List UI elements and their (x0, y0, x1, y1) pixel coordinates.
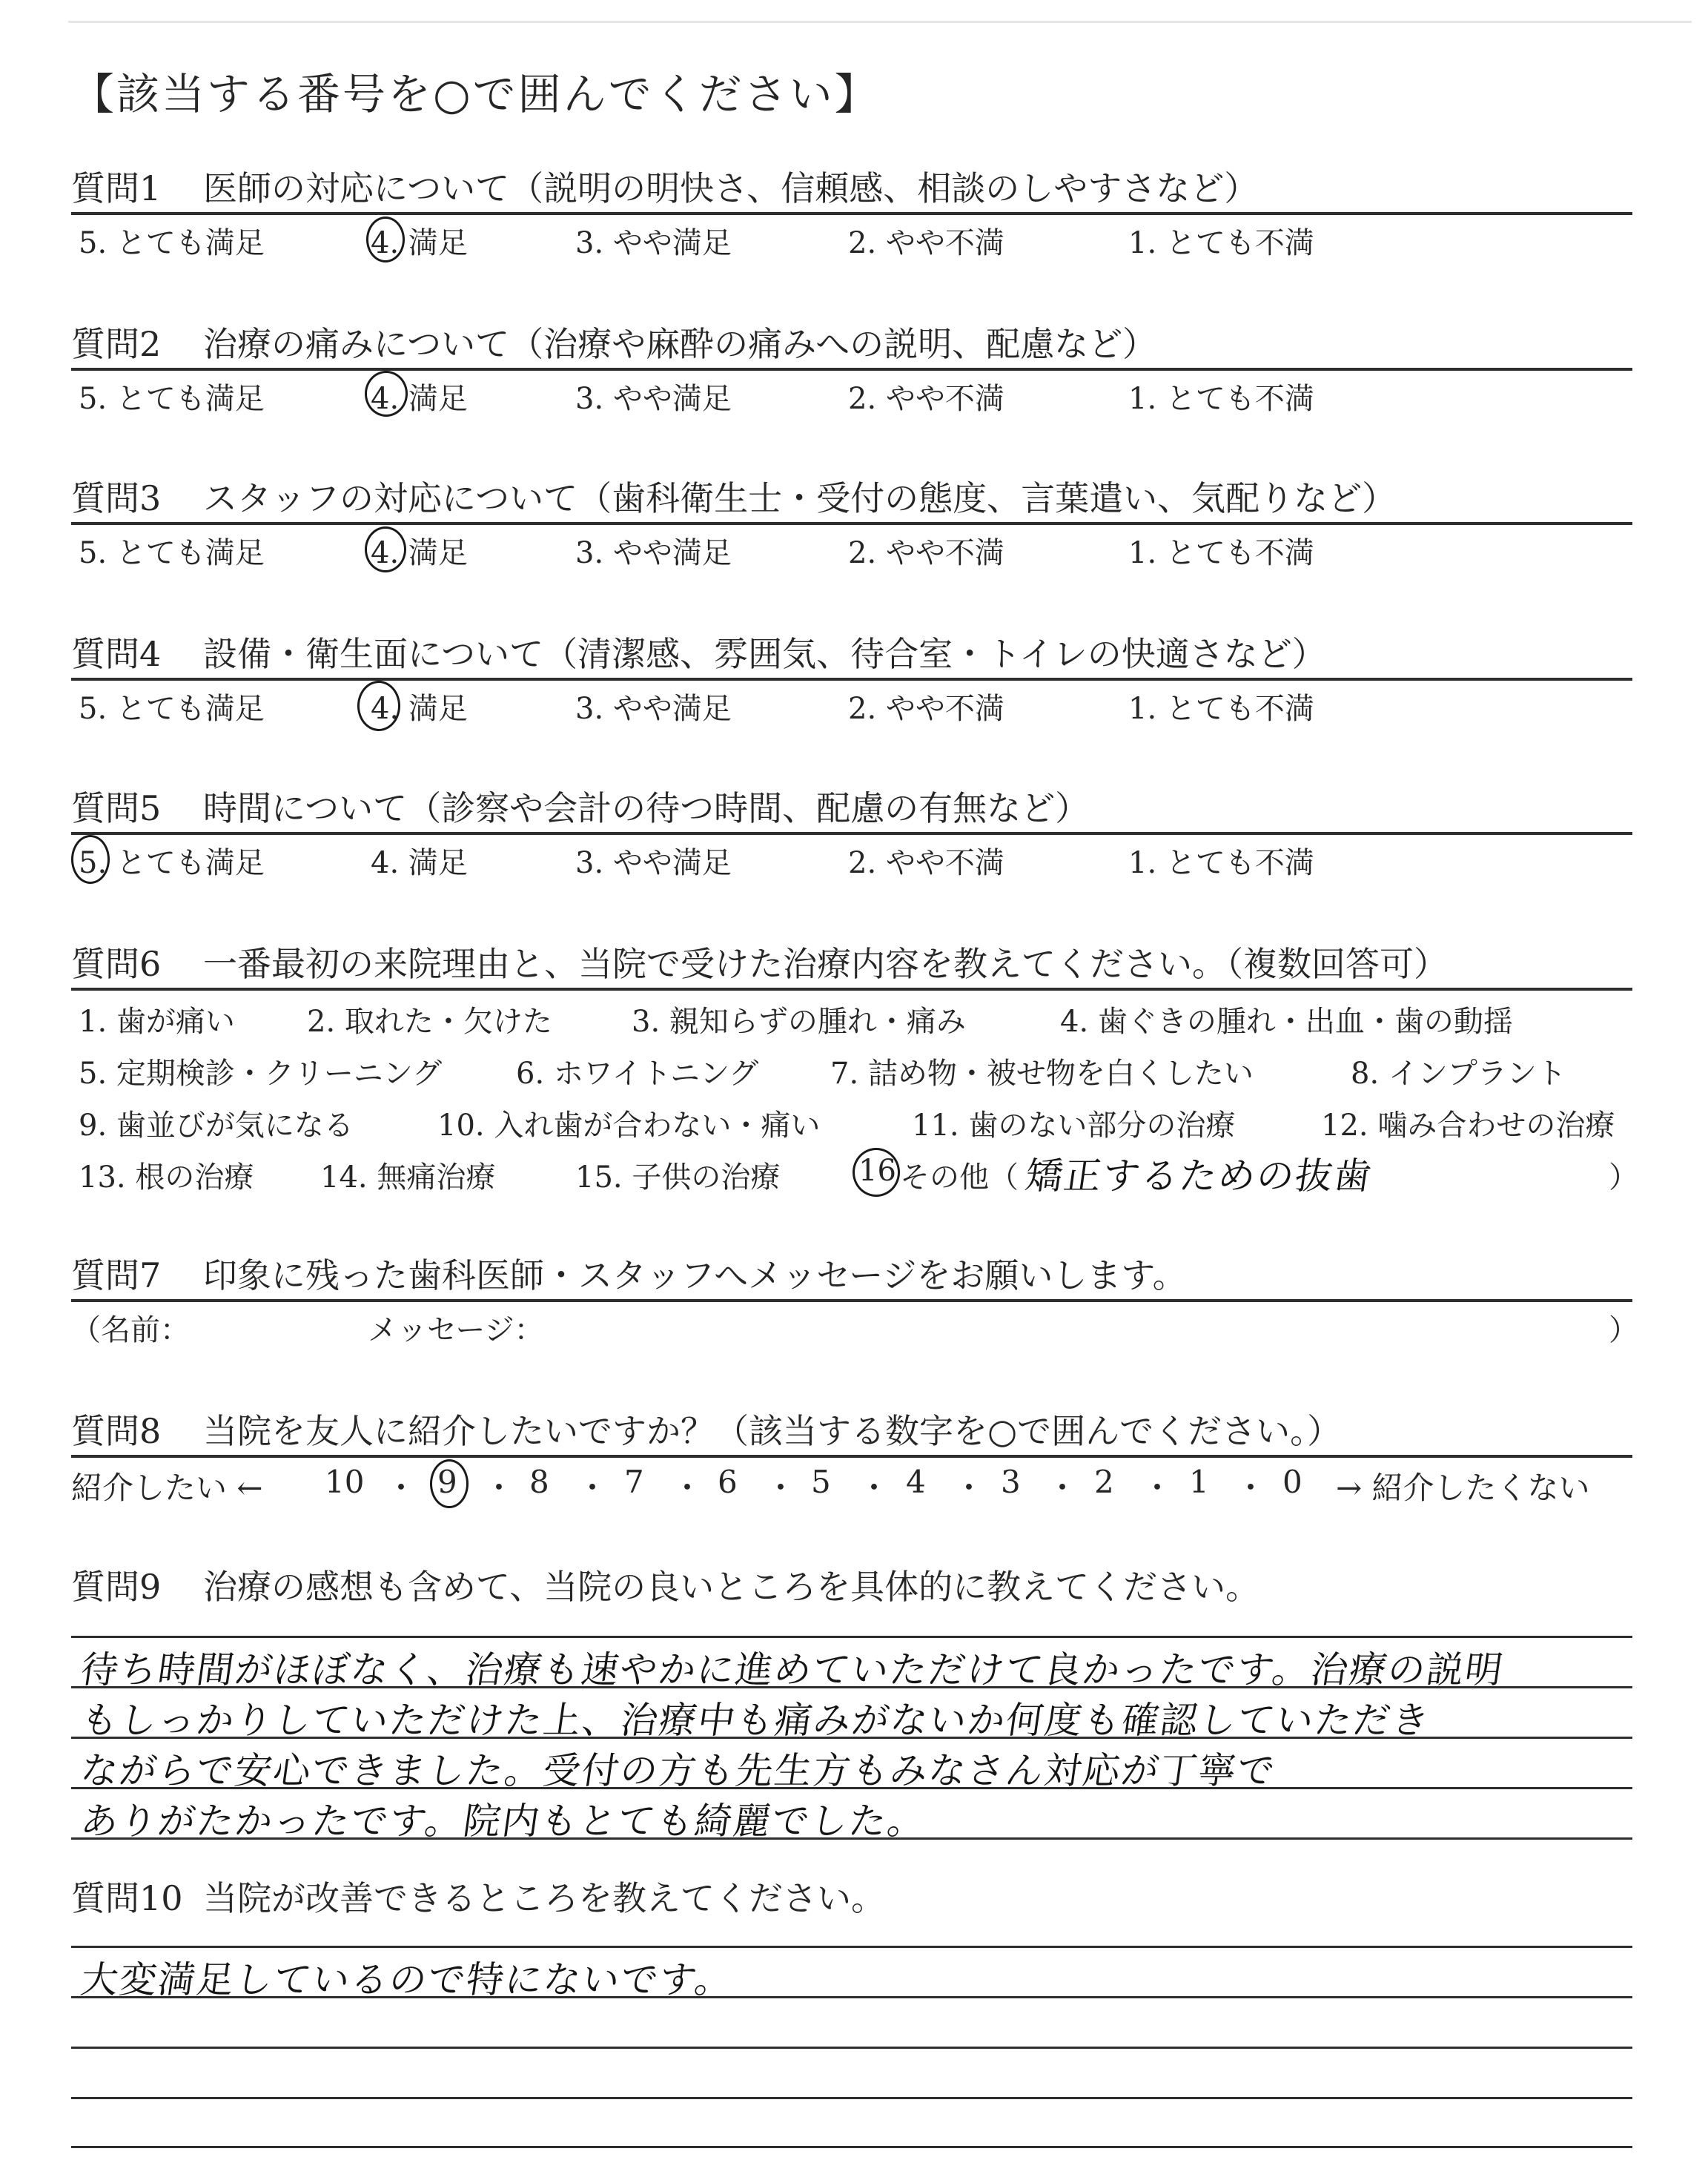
question-number: 質問8 (71, 1411, 162, 1451)
option-3[interactable]: 3. やや満足 (575, 226, 732, 260)
question-9 (71, 1565, 1632, 1609)
rating-options (71, 681, 1632, 727)
message-fields (71, 1302, 1638, 1348)
reason-option[interactable]: 10. 入れ歯が合わない・痛い (437, 1109, 821, 1143)
reason-option[interactable]: 6. ホワイトニング (516, 1057, 759, 1091)
reason-option[interactable]: 12. 噛み合わせの治療 (1321, 1109, 1615, 1143)
reason-options (71, 991, 1638, 1206)
option-3[interactable]: 3. やや満足 (575, 536, 732, 570)
option-5[interactable]: 5. とても満足 (79, 536, 265, 570)
question-8-heading (71, 1409, 1632, 1453)
question-7-heading (71, 1253, 1632, 1298)
reason-option[interactable]: 15. 子供の治療 (575, 1160, 781, 1195)
handwritten-answer-line[interactable]: 待ち時間がほぼなく、治療も速やかに進めていただけて良かったです。治療の説明 (78, 1648, 1507, 1691)
reason-option[interactable]: 14. 無痛治療 (320, 1160, 496, 1195)
scale-value[interactable]: 0 (1282, 1464, 1302, 1500)
recommend-scale (71, 1458, 1632, 1510)
option-1[interactable]: 1. とても不満 (1128, 226, 1314, 260)
option-5[interactable]: 5. とても満足 (79, 846, 265, 880)
question-2-heading (71, 322, 1632, 366)
scale-value[interactable]: 10 (325, 1464, 365, 1500)
question-6 (71, 942, 1638, 1206)
scale-value[interactable]: 9 (437, 1464, 457, 1500)
option-4[interactable]: 4. 満足 (371, 692, 468, 726)
option-2[interactable]: 2. やや不満 (848, 382, 1004, 416)
question-3 (71, 476, 1632, 571)
question-text: 治療の痛みについて（治療や麻酔の痛みへの説明、配慮など） (203, 324, 1157, 364)
scale-right-label: → 紹介したくない (1336, 1470, 1590, 1506)
scale-value[interactable]: 2 (1094, 1464, 1114, 1500)
question-3-heading (71, 476, 1632, 521)
question-10 (71, 1876, 1632, 1920)
option-4[interactable]: 4. 満足 (371, 226, 468, 260)
scale-dot: ・ (1047, 1470, 1079, 1506)
reason-option[interactable]: 11. 歯のない部分の治療 (912, 1109, 1236, 1143)
question-text: 時間について（診察や会計の待つ時間、配慮の有無など） (203, 788, 1090, 828)
question-text: スタッフの対応について（歯科衛生士・受付の態度、言葉遣い、気配りなど） (203, 478, 1397, 518)
question-number: 質問2 (71, 324, 162, 364)
reason-option[interactable]: 8. インプラント (1351, 1057, 1566, 1091)
answer-line (71, 2097, 1632, 2099)
scale-value[interactable]: 1 (1189, 1464, 1209, 1500)
scale-dot: ・ (483, 1470, 515, 1506)
option-2[interactable]: 2. やや不満 (848, 846, 1004, 880)
reason-option[interactable]: 2. 取れた・欠けた (307, 1005, 552, 1039)
question-4-heading (71, 632, 1632, 676)
question-text: 設備・衛生面について（清潔感、雰囲気、待合室・トイレの快適さなど） (203, 634, 1326, 674)
scale-value[interactable]: 8 (529, 1464, 549, 1500)
reason-option[interactable]: 1. 歯が痛い (79, 1005, 235, 1039)
option-2[interactable]: 2. やや不満 (848, 536, 1004, 570)
question-text: 印象に残った歯科医師・スタッフへメッセージをお願いします。 (203, 1255, 1187, 1295)
question-number: 質問1 (71, 168, 162, 208)
name-field-label[interactable]: （名前： (71, 1313, 190, 1347)
question-1-heading (71, 166, 1632, 211)
option-3[interactable]: 3. やや満足 (575, 846, 732, 880)
scale-value[interactable]: 6 (718, 1464, 738, 1500)
close-paren: ） (1609, 1313, 1638, 1347)
question-text: 治療の感想も含めて、当院の良いところを具体的に教えてください。 (203, 1567, 1260, 1607)
handwritten-answer-line[interactable]: もしっかりしていただけた上、治療中も痛みがないか何度も確認していただき (78, 1699, 1434, 1742)
reason-option-other-number[interactable]: 16 (858, 1154, 896, 1188)
question-4 (71, 632, 1632, 727)
scale-dot: ・ (953, 1470, 985, 1506)
message-field-label[interactable]: メッセージ： (368, 1313, 544, 1347)
scale-dot: ・ (765, 1470, 797, 1506)
scale-dot: ・ (577, 1470, 609, 1506)
scale-value[interactable]: 4 (906, 1464, 926, 1500)
rating-options (71, 835, 1632, 881)
answer-line (71, 1636, 1632, 1638)
option-1[interactable]: 1. とても不満 (1128, 536, 1314, 570)
option-4[interactable]: 4. 満足 (371, 846, 468, 880)
question-number: 質問7 (71, 1255, 162, 1295)
question-text: 医師の対応について（説明の明快さ、信頼感、相談のしやすさなど） (203, 168, 1259, 208)
option-1[interactable]: 1. とても不満 (1128, 382, 1314, 416)
rating-options (71, 525, 1632, 571)
option-1[interactable]: 1. とても不満 (1128, 846, 1314, 880)
reason-option[interactable]: 3. 親知らずの腫れ・痛み (632, 1005, 966, 1039)
question-number: 質問4 (71, 634, 162, 674)
question-text: 一番最初の来院理由と、当院で受けた治療内容を教えてください。（複数回答可） (203, 944, 1448, 984)
option-5[interactable]: 5. とても満足 (79, 382, 265, 416)
option-1[interactable]: 1. とても不満 (1128, 692, 1314, 726)
option-3[interactable]: 3. やや満足 (575, 692, 732, 726)
reason-option[interactable]: 5. 定期検診・クリーニング (79, 1057, 443, 1091)
question-number: 質問6 (71, 944, 162, 984)
reason-option[interactable]: 7. 詰め物・被せ物を白くしたい (830, 1057, 1254, 1091)
question-10-heading (71, 1876, 1632, 1920)
scale-left-label: 紹介したい ← (71, 1470, 263, 1506)
option-2[interactable]: 2. やや不満 (848, 692, 1004, 726)
handwritten-answer-line[interactable]: ながらで安心できました。受付の方も先生方もみなさん対応が丁寧で (78, 1749, 1280, 1792)
question-5 (71, 786, 1632, 881)
question-number: 質問5 (71, 788, 162, 828)
scan-edge (68, 21, 1692, 23)
option-2[interactable]: 2. やや不満 (848, 226, 1004, 260)
option-5[interactable]: 5. とても満足 (79, 692, 265, 726)
handwritten-answer-line[interactable]: 大変満足しているので特にないです。 (78, 1958, 737, 2001)
question-number: 質問9 (71, 1567, 162, 1607)
option-4[interactable]: 4. 満足 (371, 382, 468, 416)
question-1 (71, 166, 1632, 261)
handwritten-answer-line[interactable]: ありがたかったです。院内もとても綺麗でした。 (78, 1800, 930, 1843)
rating-options (71, 371, 1632, 417)
rating-options (71, 215, 1632, 261)
answer-line (71, 2146, 1632, 2148)
option-3[interactable]: 3. やや満足 (575, 382, 732, 416)
option-5[interactable]: 5. とても満足 (79, 226, 265, 260)
scale-value[interactable]: 5 (811, 1464, 831, 1500)
question-2 (71, 322, 1632, 417)
scale-value[interactable]: 3 (1001, 1464, 1021, 1500)
answer-line (71, 1946, 1632, 1948)
option-4[interactable]: 4. 満足 (371, 536, 468, 570)
scale-dot: ・ (385, 1470, 417, 1506)
question-8 (71, 1409, 1632, 1510)
other-answer-handwritten[interactable]: 矯正するための抜歯 (1022, 1155, 1376, 1198)
page-title: 【該当する番号を○で囲んでください】 (71, 69, 880, 119)
question-number: 質問3 (71, 478, 162, 518)
question-5-heading (71, 786, 1632, 830)
reason-option[interactable]: 13. 根の治療 (79, 1160, 254, 1195)
reason-option[interactable]: 9. 歯並びが気になる (79, 1109, 354, 1143)
scale-dot: ・ (1235, 1470, 1267, 1506)
scale-dot: ・ (672, 1470, 704, 1506)
question-text: 当院を友人に紹介したいですか？（該当する数字を○で囲んでください。） (203, 1411, 1342, 1451)
answer-line (71, 2047, 1632, 2049)
question-7 (71, 1253, 1638, 1348)
scale-dot: ・ (858, 1470, 890, 1506)
question-9-heading (71, 1565, 1632, 1609)
close-paren: ） (1609, 1160, 1638, 1195)
question-6-heading (71, 942, 1632, 986)
scale-value[interactable]: 7 (624, 1464, 644, 1500)
question-text: 当院が改善できるところを教えてください。 (203, 1878, 885, 1918)
reason-option[interactable]: 4. 歯ぐきの腫れ・出血・歯の動揺 (1060, 1005, 1513, 1039)
scale-dot: ・ (1142, 1470, 1174, 1506)
question-number: 質問10 (71, 1878, 183, 1918)
other-label: その他（ (900, 1160, 1019, 1195)
